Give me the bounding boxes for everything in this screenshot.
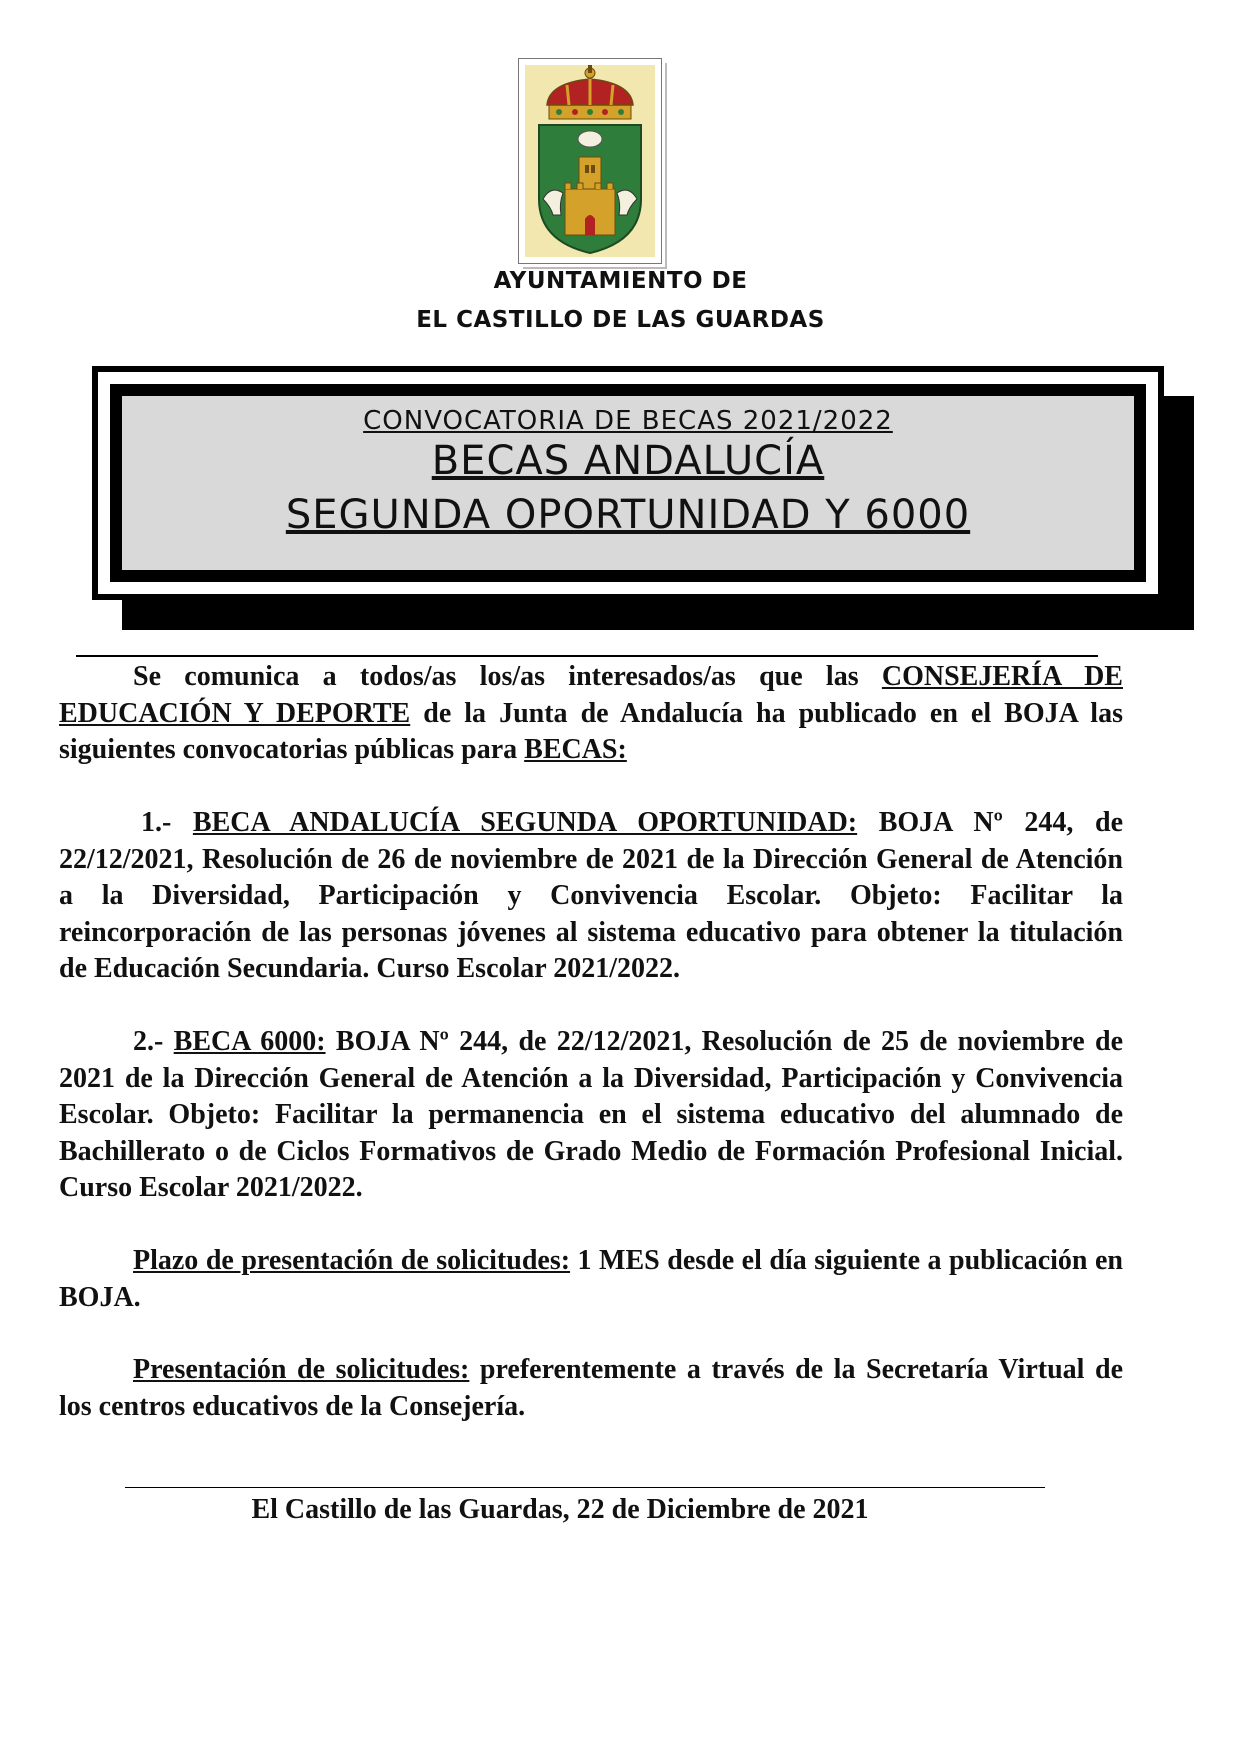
presentacion-label: Presentación de solicitudes: — [133, 1354, 470, 1385]
item-2-label: BECA 6000: — [173, 1026, 326, 1057]
item-2-paragraph — [59, 1024, 1123, 1207]
presentacion-text: preferentemente a través de la Secretaría Virtual de los centros educativos de la Consejería. — [59, 1354, 1123, 1422]
coat-of-arms — [518, 58, 662, 264]
intro-text-a: Se comunica a todos/as los/as interesados/as que las — [133, 661, 882, 692]
intro-becas: BECAS: — [524, 734, 627, 765]
coat-of-arms-icon — [519, 59, 661, 263]
banner — [122, 396, 1134, 570]
plazo-label: Plazo de presentación de solicitudes: — [133, 1245, 571, 1276]
item-1-number: 1.- — [141, 807, 193, 838]
presentacion-paragraph — [59, 1352, 1123, 1425]
banner-title-1: BECAS ANDALUCÍA — [431, 438, 825, 484]
plazo-paragraph — [59, 1243, 1123, 1316]
banner-title-2: SEGUNDA OPORTUNIDAD Y 6000 — [285, 492, 971, 538]
divider-top — [76, 655, 1098, 657]
intro-text-c: de la Junta de Andalucía ha publicado en el BOJA las siguientes convocatorias públicas para — [59, 697, 1123, 765]
place-date: El Castillo de las Guardas, 22 de Diciembre de 2021 — [251, 1494, 869, 1525]
intro-consejeria: CONSEJERÍA DE EDUCACIÓN Y DEPORTE — [59, 661, 1123, 729]
item-1-text: BOJA Nº 244, de 22/12/2021, Resolución de 26 de noviembre de 2021 de la Dirección General de Atención a la Diversidad, Participación y Convivencia Escolar. Objeto: Facilitar la reincorporación de las personas jóvenes al sistema educativo para obtener la titulación de Educación Secundaria. Curso Escolar 2021/2022. — [59, 807, 1123, 984]
municipality-line-2: EL CASTILLO DE LAS GUARDAS — [416, 307, 825, 333]
item-2-number: 2.- — [133, 1026, 174, 1057]
municipality-line-1: AYUNTAMIENTO DE — [493, 268, 748, 294]
item-1-paragraph — [59, 805, 1123, 988]
intro-paragraph — [59, 659, 1123, 769]
banner-subtitle: CONVOCATORIA DE BECAS 2021/2022 — [363, 406, 893, 436]
item-2-text: BOJA Nº 244, de 22/12/2021, Resolución de 25 de noviembre de 2021 de la Dirección General de Atención a la Diversidad, Participación y Convivencia Escolar. Objeto: Facilitar la permanencia en el sistema educativo del alumnado de Bachillerato o de Ciclos Formativos de Grado Medio de Formación Profesional Inicial. Curso Escolar 2021/2022. — [59, 1026, 1123, 1203]
item-1-label: BECA ANDALUCÍA SEGUNDA OPORTUNIDAD: — [192, 807, 858, 838]
plazo-text: 1 MES desde el día siguiente a publicación en BOJA. — [59, 1245, 1123, 1313]
divider-bottom — [125, 1487, 1045, 1488]
